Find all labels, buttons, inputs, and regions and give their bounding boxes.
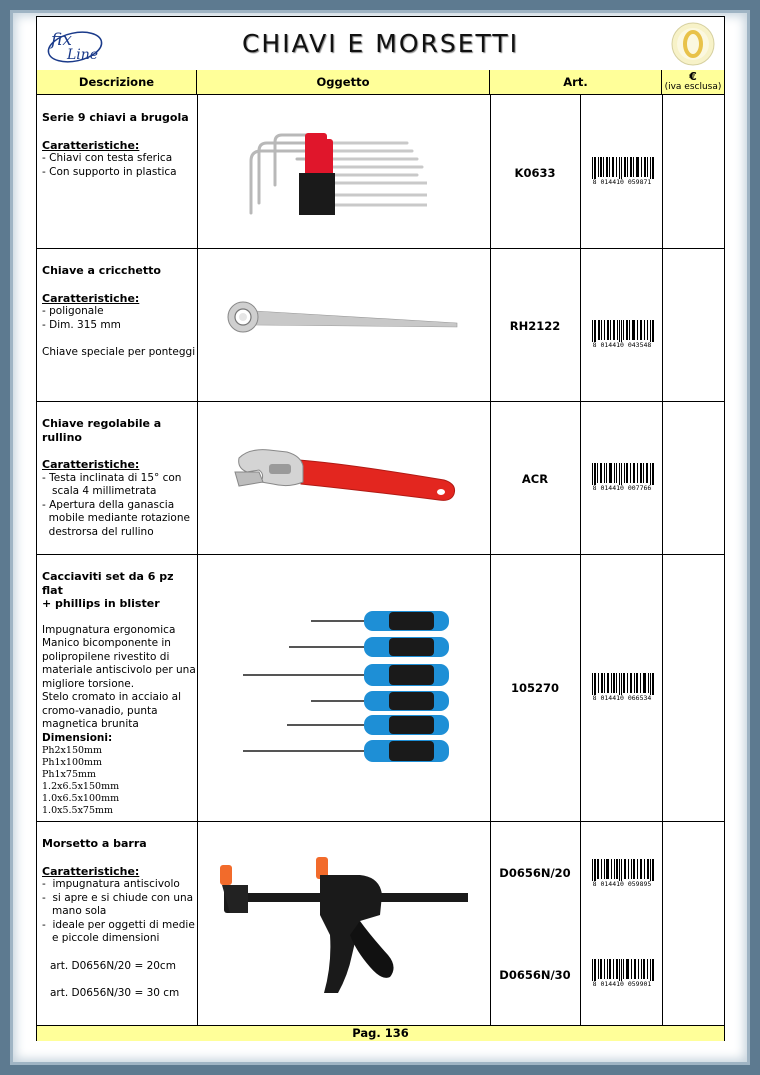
barcode-number: 8 014410 066534: [592, 694, 652, 701]
feature-line: e piccole dimensioni: [42, 932, 160, 944]
feature-line: - poligonale: [42, 305, 104, 317]
barcode-icon: [588, 959, 656, 987]
barcode-number: 8 014410 007766: [592, 484, 652, 491]
row-divider: [37, 821, 724, 822]
ratchet-wrench-icon: [225, 297, 465, 337]
feature-line: polipropilene rivestito di: [42, 650, 170, 663]
feature-line: - si apre e si chiude con una: [42, 891, 194, 904]
article-code: 105270: [510, 681, 559, 695]
euro-symbol: €: [689, 70, 697, 83]
feature-note: Chiave speciale per ponteggi: [42, 346, 196, 358]
dimension-line: 1.0x5.5x75mm: [42, 805, 114, 816]
product-name-line2: + phillips in blister: [42, 597, 160, 610]
feature-line: - ideale per oggetti di medie: [42, 918, 195, 931]
feature-line: scala 4 millimetrata: [42, 485, 157, 497]
screwdriver-set-icon: [239, 607, 459, 767]
barcode-number: 8 014410 043548: [592, 341, 652, 348]
feature-line: Stelo cromato in acciaio al: [42, 691, 182, 703]
product-description: [42, 837, 197, 1001]
grid-line: [490, 95, 491, 1025]
product-name: Cacciaviti set da 6 pz flat: [42, 570, 174, 597]
feature-line: - Con supporto in plastica: [42, 165, 177, 178]
feature-line: - Dim. 315 mm: [42, 318, 121, 331]
catalog-sheet: [36, 16, 725, 1041]
article-size-label: art. D0656N/30 = 30 cm: [50, 987, 180, 999]
features-title: Caratteristiche:: [42, 138, 140, 152]
column-header-descrizione: Descrizione: [37, 70, 197, 95]
svg-text:fix: fix: [51, 30, 72, 50]
product-description: [42, 570, 197, 817]
feature-line: destrorsa del rullino: [42, 525, 154, 538]
feature-line: mano sola: [42, 905, 107, 917]
barcode-number: 8 014410 059901: [592, 980, 652, 987]
bar-clamp-icon: [220, 855, 470, 1000]
barcode-number: 8 014410 059895: [592, 880, 652, 887]
feature-line: mobile mediante rotazione: [42, 512, 190, 524]
article-size-label: art. D0656N/20 = 20cm: [50, 959, 176, 972]
article-code: K0633: [514, 166, 556, 180]
barcode-icon: [588, 673, 656, 701]
product-description: [42, 417, 197, 539]
dimension-line: Ph2x150mm: [42, 745, 103, 756]
feature-line: Impugnatura ergonomica: [42, 623, 176, 636]
barcode-icon: [588, 157, 656, 185]
page-number: Pag. 136: [37, 1025, 724, 1041]
article-code: D0656N/20: [499, 866, 571, 880]
page-header: [37, 17, 724, 71]
product-description: [42, 111, 197, 179]
feature-line: cromo-vanadio, punta: [42, 704, 158, 717]
medal-logo-icon: [670, 21, 716, 67]
product-description: [42, 264, 197, 360]
adjustable-wrench-icon: [229, 442, 459, 507]
article-code: RH2122: [509, 319, 561, 333]
hex-key-set-icon: [237, 125, 427, 220]
feature-line: - impugnatura antiscivolo: [42, 878, 180, 890]
feature-line: magnetica brunita: [42, 718, 139, 730]
barcode-icon: [588, 463, 656, 491]
price-note: (iva esclusa): [664, 82, 722, 92]
feature-line: - Chiavi con testa sferica: [42, 152, 173, 164]
dimension-line: 1.2x6.5x150mm: [42, 781, 120, 792]
dimension-line: Ph1x100mm: [42, 757, 103, 768]
feature-line: - Testa inclinata di 15° con: [42, 471, 182, 484]
dimension-line: Ph1x75mm: [42, 769, 97, 780]
features-title: Caratteristiche:: [42, 864, 140, 878]
product-name: Serie 9 chiavi a brugola: [42, 111, 189, 124]
page-title: CHIAVI E MORSETTI: [241, 29, 520, 58]
barcode-icon: [588, 859, 656, 887]
product-name: Chiave a cricchetto: [42, 264, 161, 277]
row-divider: [37, 554, 724, 555]
column-header-art: Art.: [490, 70, 662, 95]
svg-text:Line: Line: [67, 47, 99, 63]
features-title: Caratteristiche:: [42, 291, 140, 305]
features-title: Caratteristiche:: [42, 458, 140, 471]
grid-line: [197, 95, 198, 1025]
grid-line: [662, 95, 663, 1025]
barcode-number: 8 014410 059871: [592, 178, 652, 185]
column-header-price: [662, 70, 724, 95]
product-name: Chiave regolabile a rullino: [42, 417, 162, 444]
product-name: Morsetto a barra: [42, 837, 147, 850]
feature-line: - Apertura della ganascia: [42, 498, 175, 511]
article-code: ACR: [521, 472, 549, 486]
row-divider: [37, 401, 724, 402]
barcode-icon: [588, 320, 656, 348]
dimensions-title: Dimensioni:: [42, 731, 113, 744]
dimension-line: 1.0x6.5x100mm: [42, 793, 120, 804]
feature-line: migliore torsione.: [42, 677, 135, 690]
feature-line: Manico bicomponente in: [42, 637, 171, 649]
article-code-2: D0656N/30: [499, 968, 571, 982]
row-divider: [37, 248, 724, 249]
feature-line: materiale antiscivolo per una: [42, 664, 196, 676]
grid-line: [580, 95, 581, 1025]
column-header-oggetto: Oggetto: [197, 70, 490, 95]
